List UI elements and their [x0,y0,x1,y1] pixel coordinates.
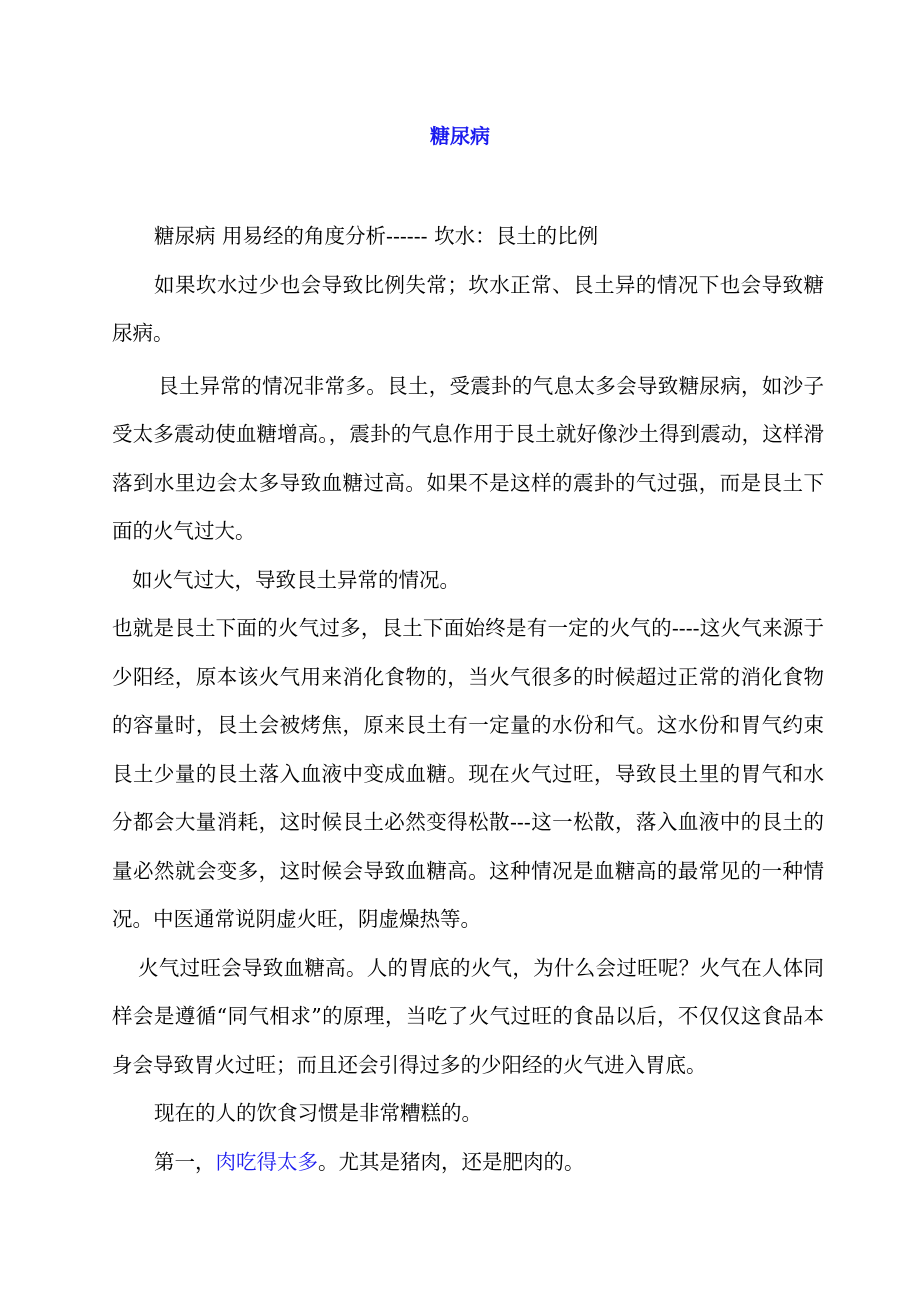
paragraph-7 [112,1089,824,1138]
paragraph-1 [112,212,824,261]
paragraph-text: 糖尿病 用易经的角度分析------ 坎水：艮土的比例 [154,224,599,248]
paragraph-text: 也就是艮土下面的火气过多，艮土下面始终是有一定的火气的----这火气来源于少阳经，原本该火气用来消化食物的，当火气很多的时候超过正常的消化食物的容量时，艮土会被烤焦，原来艮土有一定量的水份和气。这水份和胃气约束艮土少量的艮土落入血液中变成血糖。现在火气过旺，导致艮土里的胃气和水分都会大量消耗，这时候艮土必然变得松散---这一松散，落入血液中的艮土的量必然就会变多，这时候会导致血糖高。这种情况是血糖高的最常见的一种情况。中医通常说阴虚火旺，阴虚燥热等。 [112,616,824,931]
paragraph-text: 如火气过大，导致艮土异常的情况。 [132,567,460,592]
paragraph-2 [112,261,824,358]
paragraph-8 [112,1138,824,1187]
paragraph-5 [112,604,824,944]
last-paragraph-prefix: 第一， [154,1149,216,1174]
last-paragraph-suffix: 。尤其是猪肉，还是肥肉的。 [318,1149,585,1174]
meat-too-much-link[interactable]: 肉吃得太多 [215,1149,318,1174]
paragraph-text: 艮土异常的情况非常多。艮土，受震卦的气息太多会导致糖尿病，如沙子受太多震动使血糖增高。，震卦的气息作用于艮土就好像沙土得到震动，这样滑落到水里边会太多导致血糖过高。如果不是这样的震卦的气过强，而是艮土下面的火气过大。 [112,373,824,543]
document-body [112,212,824,1186]
document-title: 糖尿病 [430,124,490,148]
paragraph-6 [112,944,824,1090]
paragraph-text: 火气过旺会导致血糖高。人的胃底的火气，为什么会过旺呢？火气在人体同样会是遵循“同气相求”的原理，当吃了火气过旺的食品以后，不仅仅这食品本身会导致胃火过旺；而且还会引得过多的少阳经的火气进入胃底。 [112,955,824,1077]
paragraph-4 [112,556,824,605]
paragraph-text: 现在的人的饮食习惯是非常糟糕的。 [154,1101,482,1125]
paragraph-3 [112,362,824,556]
paragraph-text: 如果坎水过少也会导致比例失常；坎水正常、艮土异的情况下也会导致糖尿病。 [112,272,824,345]
